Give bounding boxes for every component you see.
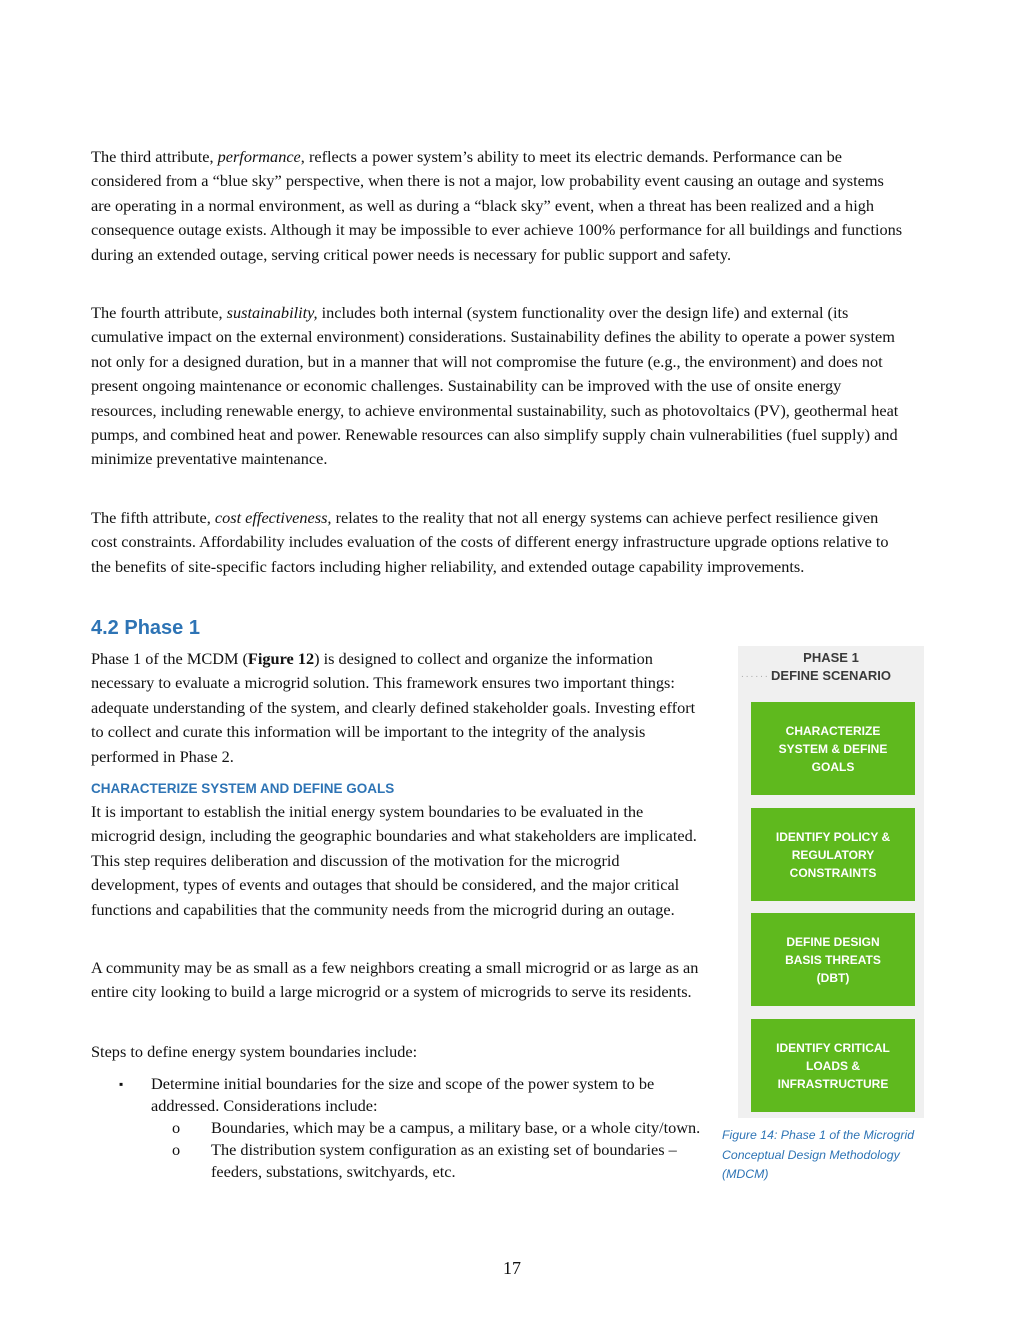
sub-list-item <box>151 1139 711 1183</box>
paragraph-sustainability <box>91 301 906 472</box>
text-run: Phase 1 of the MCDM ( <box>91 649 248 668</box>
dotted-connector: ...... <box>741 669 770 680</box>
subheading: CHARACTERIZE SYSTEM AND DEFINE GOALS <box>91 781 395 796</box>
sub-list-item <box>151 1117 711 1139</box>
figure-reference: Figure 12 <box>247 649 315 668</box>
sub-list-item-text: The distribution system configuration as an existing set of boundaries – feeders, substations, switchyards, etc. <box>211 1140 677 1181</box>
text-run: ) is designed to collect and organize the information necessary to evaluate a microgrid solution. This framework ensures two important things: adequate understanding of the system, and clearly defined stakeholder goals. Investing effort to collect and curate this information will be important to the integrity of the analysis performed in Phase 2. <box>91 649 696 766</box>
step-box-critical-loads: IDENTIFY CRITICAL LOADS & INFRASTRUCTURE <box>751 1019 915 1112</box>
paragraph-cost-effectiveness <box>91 506 906 579</box>
text-run: The fourth attribute, <box>91 303 227 322</box>
list-item <box>91 1073 711 1183</box>
step-box-dbt: DEFINE DESIGN BASIS THREATS (DBT) <box>751 913 915 1006</box>
text-run: The fifth attribute, <box>91 508 215 527</box>
page-number: 17 <box>503 1258 521 1278</box>
emphasis-performance: performance <box>217 147 301 166</box>
text-run: , reflects a power system’s ability to meet its electric demands. Performance can be considered from a “blue sky” perspective, when there is not a major, low probability event causing an outage and systems are operating in a normal environment, as well as during a “black sky” event, when a threat has been realized and a high consequence outage exists. Although it may be impossible to ever achieve 100% performance for all buildings and functions during an extended outage, serving critical power needs is necessary for public support and safety. <box>91 147 903 264</box>
sub-list-item-text: Boundaries, which may be a campus, a military base, or a whole city/town. <box>211 1118 701 1137</box>
step-box-characterize: CHARACTERIZE SYSTEM & DEFINE GOALS <box>751 702 915 795</box>
paragraph-performance <box>91 145 906 267</box>
paragraph-steps-intro: Steps to define energy system boundaries include: <box>91 1042 418 1061</box>
step-box-policy: IDENTIFY POLICY & REGULATORY CONSTRAINTS <box>751 808 915 901</box>
paragraph-boundaries: It is important to establish the initial energy system boundaries to be evaluated in the microgrid design, including the geographic boundaries and what stakeholders are implicated. This step requires deliberation and discussion of the motivation for the microgrid development, types of events and outages that should be considered, and the major critical functions and capabilities that the community needs from the microgrid during an outage. <box>91 802 697 919</box>
section-heading <box>91 615 200 641</box>
sub-list <box>151 1117 711 1183</box>
text-run: relates to the reality that not all energy systems can achieve perfect resilience given cost constraints. Affordability includes evaluation of the costs of different energy infrastructure upgrade options relative to the benefits of site-specific factors including higher reliability, and extended outage capability improvements. <box>91 508 889 576</box>
text-run: The third attribute, <box>91 147 218 166</box>
circle-bullet-icon: o <box>172 1118 181 1137</box>
paragraph-phase1-intro <box>91 647 706 769</box>
list-item-text: Determine initial boundaries for the size and scope of the power system to be addressed. Considerations include: <box>151 1074 655 1115</box>
square-bullet-icon: ▪ <box>119 1077 124 1091</box>
paragraph-community: A community may be as small as a few neighbors creating a small microgrid or as large as an entire city looking to build a large microgrid or a system of microgrids to serve its residents. <box>91 958 699 1002</box>
emphasis-cost-effectiveness: cost effectiveness, <box>214 508 332 527</box>
emphasis-sustainability: sustainability, <box>226 303 318 322</box>
steps-list <box>91 1073 711 1183</box>
text-run: includes both internal (system functionality over the design life) and external (its cumulative impact on the external environment) considerations. Sustainability defines the ability to operate a power system not only for a designed duration, but in a manner that will not compromise the future (e.g., the environment) and does not present ongoing maintenance or economic challenges. Sustainability can be improved with the use of onsite energy resources, including renewable energy, to achieve environmental sustainability, such as photovoltaics (PV), geothermal heat pumps, and combined heat and power. Renewable resources can also simplify supply chain vulnerabilities (fuel supply) and minimize preventative maintenance. <box>91 303 899 469</box>
scenario-label: DEFINE SCENARIO <box>771 668 891 683</box>
circle-bullet-icon: o <box>172 1140 181 1159</box>
figure-caption: Figure 14: Phase 1 of the Microgrid Conceptual Design Methodology (MDCM) <box>722 1128 915 1181</box>
phase1-figure <box>738 646 924 1118</box>
phase-label: PHASE 1 <box>803 650 859 665</box>
section-title: Phase 1 <box>124 617 200 639</box>
section-number: 4.2 <box>91 617 119 639</box>
